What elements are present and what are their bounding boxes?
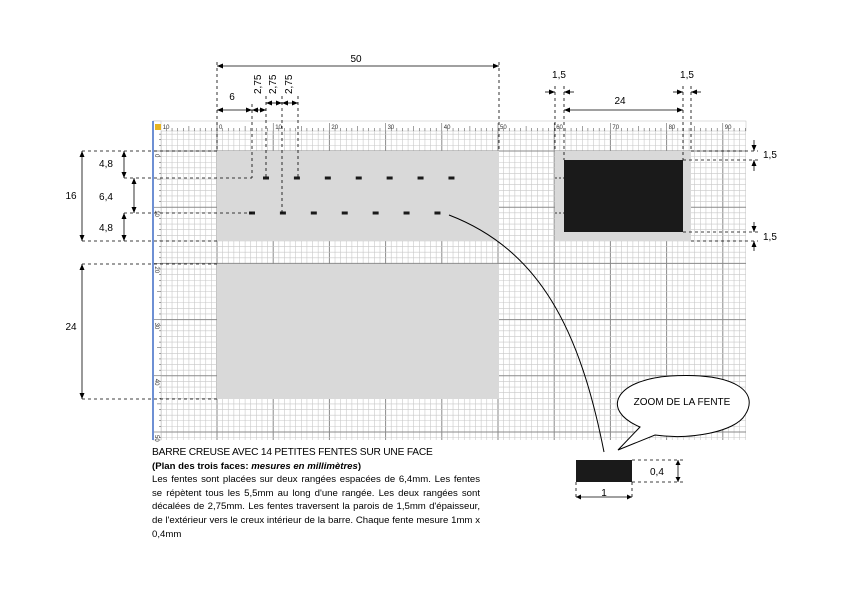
ruler-top-label: 50: [500, 125, 507, 131]
slot: [294, 177, 300, 180]
caption-subtitle-open: (: [152, 460, 156, 472]
ruler-top-label: 20: [331, 125, 339, 131]
slot: [373, 212, 379, 215]
zoomed-slot: [576, 460, 684, 500]
slot: [434, 212, 440, 215]
top-face: [217, 151, 499, 241]
ruler-corner-icon: [155, 124, 161, 130]
ruler-top-label: 90: [724, 125, 732, 131]
caption-title: BARRE CREUSE AVEC 14 PETITES FENTES SUR UNE FACE: [152, 447, 433, 458]
bottom-face: [217, 264, 499, 399]
dim-gap-3: 2,75: [284, 74, 295, 94]
ruler-top-label: 0: [219, 125, 223, 131]
caption-subtitle-bold: Plan des trois faces: [155, 460, 246, 472]
caption-subtitle-italic: mesures en millimètres: [251, 460, 358, 472]
dim-bottom-face: 24: [65, 322, 77, 333]
dim-left-total: 16: [65, 191, 77, 202]
ruler-top-label: 10: [275, 125, 282, 131]
zoom-bubble-label: ZOOM DE LA FENTE: [633, 397, 731, 408]
slot: [404, 212, 410, 215]
ruler-left-label: 30: [153, 322, 159, 330]
slot: [280, 212, 286, 215]
caption-body: Les fentes sont placées sur deux rangées espacées de 6,4mm. Les fentes se répètent tous les 5,5mm au long d'une rangée. Les deux rangées sont décalées de 2,75mm. Les fentes traversent la parois de 1,5mm d'épaisseur, de l'extérieur vers le creux intérieur de la barre. Chaque fente mesure 1mm x 0,4mm: [152, 474, 480, 540]
ruler-left-label: 0: [153, 154, 159, 158]
dim-left-row-1: 4,8: [99, 159, 113, 170]
ruler-top-label: 80: [668, 125, 676, 131]
dim-left-row-2: 4,8: [99, 223, 113, 234]
slot: [418, 177, 424, 180]
slot: [448, 177, 454, 180]
dim-right-wall-bottom: 1,5: [763, 232, 777, 243]
dim-right-wall-top: 1,5: [763, 150, 777, 161]
ruler-left-label: 40: [153, 378, 159, 386]
dim-side-wall-right: 1,5: [680, 70, 694, 81]
dim-gap-2: 2,75: [268, 74, 279, 94]
ruler-left-label: 50: [153, 435, 159, 442]
slot: [387, 177, 393, 180]
ruler-left-label: 10: [153, 210, 159, 217]
dim-gap-1: 2,75: [253, 74, 264, 94]
hollow-interior: [564, 160, 683, 232]
dim-slot-width: 1: [601, 488, 607, 499]
slot: [356, 177, 362, 180]
ruler-top-label: 10: [162, 125, 170, 131]
ruler-top-label: 30: [387, 125, 395, 131]
ruler-top-label: 40: [443, 125, 451, 131]
caption-subtitle-sep: :: [245, 460, 252, 472]
caption: [152, 446, 480, 541]
caption-subtitle: [152, 460, 480, 474]
dim-offset-6: 6: [229, 92, 235, 103]
slot: [311, 212, 317, 215]
ruler-top-label: 60: [556, 125, 563, 131]
dim-slot-height: 0,4: [650, 467, 664, 478]
zoomed-slot-rect: [576, 460, 632, 482]
ruler-left-label: 20: [153, 266, 159, 274]
ruler-top-label: 70: [612, 125, 620, 131]
caption-subtitle-close: ): [357, 460, 362, 472]
dim-side-wall-left: 1,5: [552, 70, 566, 81]
dim-left-row-gap: 6,4: [99, 192, 113, 203]
dim-overall-50: 50: [350, 54, 362, 65]
slot: [325, 177, 331, 180]
dim-side-inner: 24: [614, 96, 626, 107]
slot: [342, 212, 348, 215]
